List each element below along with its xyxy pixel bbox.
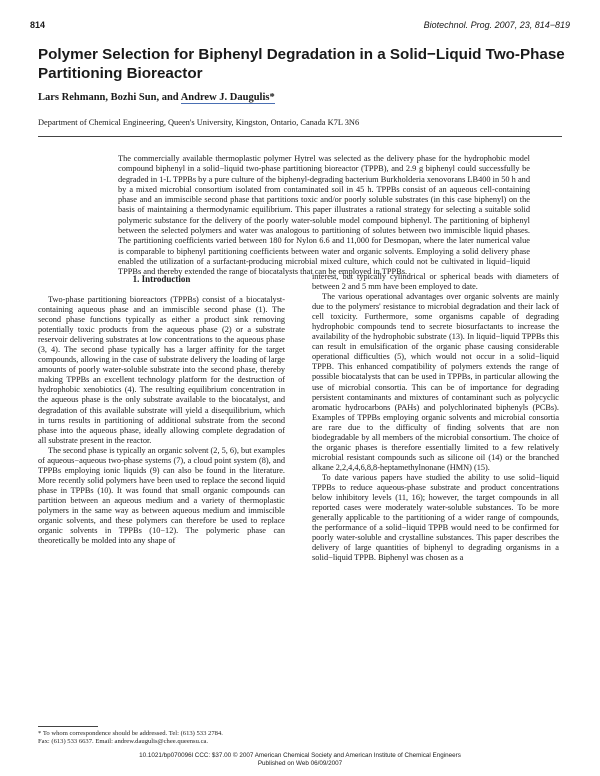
page-number: 814 — [30, 20, 46, 30]
authors-text: Lars Rehmann, Bozhi Sun, and — [38, 92, 181, 103]
page-footer — [0, 752, 600, 768]
body-paragraph: The various operational advantages over organic solvents are mainly due to the polymers' resistance to microbial degradation and their lack of cell toxicity. Furthermore, some organisms capable of degrading hydrophobic compounds tend to secrete biosurfactants to increase the availability of the hydrophobic substrate (13). In liquid−liquid TPPBs this can result in emulsification of the organic phase causing considerable operational difficulties (5), which would not occur in a solid−liquid TPPB. This enhanced compatibility of polymers extends the range of possible biocatalysts that can be used in TPPBs, in particular allowing the use of microbial consortia. This can be of importance for degrading persistent contaminants and mixtures of contaminant such as polycyclic aromatic hydrocarbons (PAHs) and polychlorinated biphenyls (PCBs). Examples of TPPBs employing organic solvents and microbial consortia are rare due to the difficulty of finding solvents that are non biodegradable by all members of the microbial consortium. The choice of the organic phases is therefore essentially limited to a few relatively microbial resistant compounds such as silicone oil (14) or the branched alkane 2,2,4,4,6,8,8-heptamethylnonane (HMN) (15). — [312, 292, 559, 472]
affiliation: Department of Chemical Engineering, Queen's University, Kingston, Ontario, Canada K7L 3N6 — [38, 118, 360, 127]
section-heading: 1. Introduction — [132, 274, 191, 284]
author-list — [38, 92, 275, 103]
corresponding-author-link[interactable]: Andrew J. Daugulis* — [180, 92, 275, 103]
footnote-line: Fax: (613) 533 6637. Email: andrew.daugulis@chee.queensu.ca. — [38, 738, 209, 746]
doi-copyright: 10.1021/bp070096l CCC: $37.00 © 2007 American Chemical Society and American Institute of Chemical Engineers — [139, 752, 461, 759]
body-paragraph: interest, but typically cylindrical or spherical beads with diameters of between 2 and 5 mm have been employed to date. — [312, 272, 559, 292]
body-paragraph: The second phase is typically an organic solvent (2, 5, 6), but examples of aqueous−aqueous two-phase systems (7), a cloud point system (8), and TPPBs employing ionic liquids (9) can also be found in the literature. More recently solid polymers have been used to replace the second liquid phase in TPPBs (10). It was found that small organic compounds can partition between an aqueous medium and a variety of thermoplastic polymers in the same way as between aqueous medium and immiscible organic solvents, and these polymers can therefore be used to replace organic solvents in TPPBs (10−12). The polymeric phase can theoretically be molded into any shape of — [38, 445, 285, 546]
journal-citation: Biotechnol. Prog. 2007, 23, 814−819 — [423, 20, 570, 30]
publication-date: Published on Web 06/09/2007 — [257, 759, 343, 767]
footnote-line: * To whom correspondence should be addressed. Tel: (613) 533 2784. — [38, 730, 223, 737]
right-column — [312, 272, 559, 563]
body-paragraph: To date various papers have studied the ability to use solid−liquid TPPBs to reduce aqueous-phase substrate and product concentrations below inhibitory levels (11, 16); however, the target compounds in all reported cases were moderately water-soluble substances. To be more generally applicable to the partitioning of a wider range of compounds, the performance of a solid−liquid TPPB would need to be confirmed for poorly water-soluble and crystalline substances. This paper describes the delivery of large quantities of biphenyl to degrading organisms in a solid−liquid TPPB. Biphenyl was chosen as a — [312, 472, 559, 563]
left-column — [38, 295, 285, 546]
article-title: Polymer Selection for Biphenyl Degradation in a Solid−Liquid Two-Phase Partitioning Bioreactor — [38, 46, 565, 82]
body-paragraph: Two-phase partitioning bioreactors (TPPBs) consist of a biocatalyst-containing aqueous phase and an immiscible second phase (1). The second phase functions typically as either a product sink removing potentially toxic products from the aqueous phase (2) or a substrate reservoir delivering substrates at low concentrations to the aqueous phase (3, 4). The second phase typically has a larger affinity for the target compounds, allowing in the case of substrate delivery the loading of large amounts of poorly water-soluble substrate into the second phase, thereby making TPPBs an excellent technology platform for the destruction of hydrophobic xenobiotics (4). The resulting equilibrium concentration in the aqueous phase is the only substrate available to the biocatalyst, and degradation of this available substrate will yield a disequilibrium, which in turns results in partitioning of additional substrate from the second phase into the aqueous phase, ideally allowing complete degradation of all substrate present in the reactor. — [38, 295, 285, 445]
running-header — [30, 20, 570, 34]
divider-top — [38, 136, 562, 137]
footnote — [38, 726, 288, 747]
abstract: The commercially available thermoplastic polymer Hytrel was selected as the delivery phase for the hydrophobic model compound biphenyl in a solid−liquid two-phase partitioning bioreactor (TPPB), and 2.9 g biphenyl could successfully be degraded in 1-L TPPBs by a pure culture of the biphenyl-degrading bacterium Burkholderia xenovorans LB400 in 50 h and by a mixed microbial consortium isolated from contaminated soil in 45 h. TPPBs consist of an aqueous cell-containing phase and an immiscible second phase that partitions toxic and/or poorly soluble substrates (in this case biphenyl) on the basis of maintaining a thermodynamic equilibrium. This paper illustrates a rational strategy for selecting a suitable solid polymeric substance for the delivery of the poorly water-soluble model compound biphenyl. The partitioning of biphenyl between the selected polymers and water was analogous to partitioning of solutes between two immiscible liquid phases. The partitioning coefficients varied between 180 for Nylon 6.6 and 11,000 for Desmopan, where the later numerical value is comparable to biphenyl partitioning coefficients between water and organic solvents. Employing a solid delivery phase enabled the utilization of a surfactant-producing microbial mixed culture, which could not be cultivated in liquid−liquid TPPBs and thereby extended the range of biocatalysts that can be employed in TPPBs. — [118, 154, 530, 277]
footnote-rule — [38, 726, 98, 727]
